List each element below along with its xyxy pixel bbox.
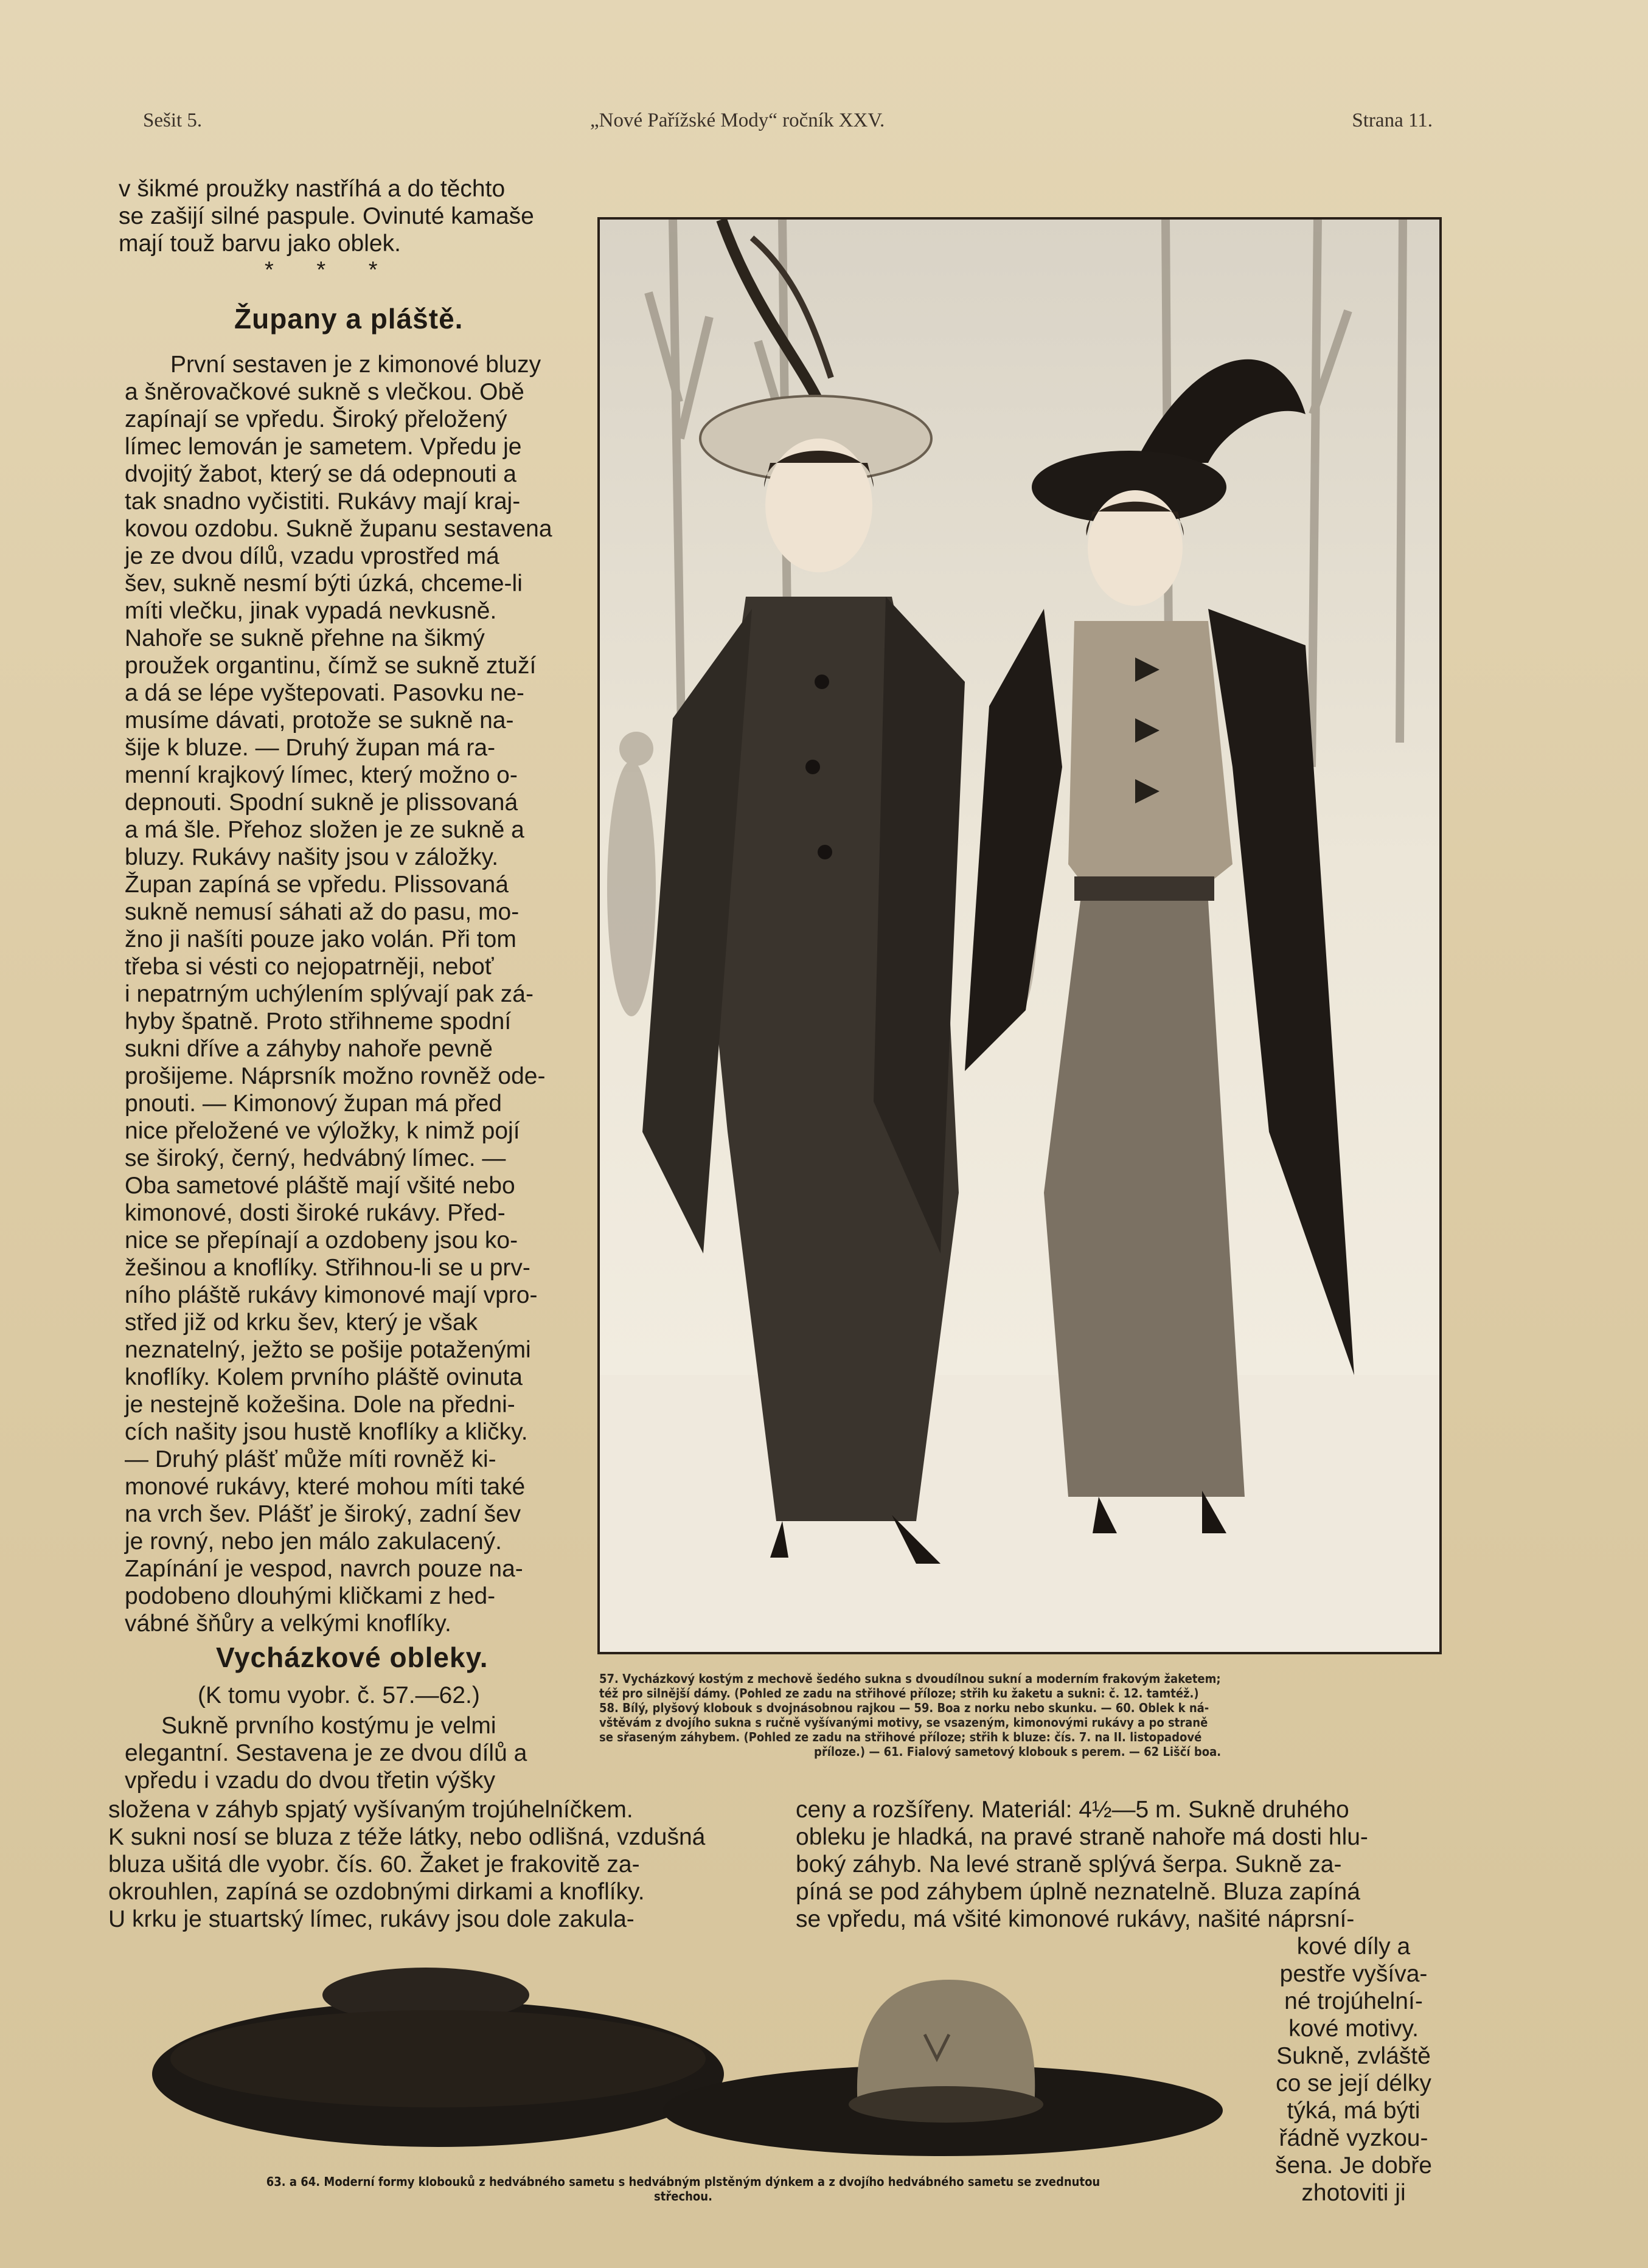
text-line: střed již od krku šev, který je však xyxy=(125,1309,478,1336)
hats-caption xyxy=(108,2174,1258,2204)
text-line: pestře vyšíva- xyxy=(1279,1961,1428,1987)
text-line: i nepatrným uchýlením splývají pak zá- xyxy=(125,981,534,1007)
text-line: obleku je hladká, na pravé straně nahoře má dosti hlu- xyxy=(796,1824,1368,1850)
text-line: né trojúhelní- xyxy=(1284,1988,1423,2014)
text-line: sukni dříve a záhyby nahoře pevně xyxy=(125,1036,493,1062)
hats-illustration xyxy=(146,1943,1259,2168)
running-header xyxy=(143,109,1433,146)
intro-paragraph xyxy=(119,175,581,257)
section-subtitle: (K tomu vyobr. č. 57.—62.) xyxy=(198,1682,480,1708)
text-line: kové díly a xyxy=(1296,1933,1411,1960)
text-line: třeba si vésti co nejopatrněji, neboť xyxy=(125,954,494,980)
page-number: Strana 11. xyxy=(1352,109,1433,131)
text-line: a šněrovačkové sukně s vlečkou. Obě xyxy=(125,379,524,405)
caption-line: vštěvám z dvojího sukna s ručně vyšívanými motivy, se vsazeným, kimonovými rukávy a po straně xyxy=(599,1715,1208,1730)
text-line: v šikmé proužky nastříhá a do těchto xyxy=(119,176,506,202)
text-line: a má šle. Přehoz složen je ze sukně a xyxy=(125,817,524,843)
text-line: — Druhý plášť může míti rovněž ki- xyxy=(125,1446,496,1472)
text-line: U krku je stuartský límec, rukávy jsou dole zakula- xyxy=(108,1906,635,1932)
text-line: kové motivy. xyxy=(1288,2016,1419,2042)
text-line: cích našity jsou hustě knoflíky a kličky. xyxy=(125,1419,528,1445)
text-line: Oba sametové pláště mají všité nebo xyxy=(125,1173,515,1199)
text-line: okrouhlen, zapíná se ozdobnými dirkami a knoflíky. xyxy=(108,1879,645,1905)
text-line: monové rukávy, které mohou míti také xyxy=(125,1474,526,1500)
text-line: žešinou a knoflíky. Střihnou-li se u prv- xyxy=(125,1255,530,1281)
text-line: bluzy. Rukávy našity jsou v záložky. xyxy=(125,844,499,870)
text-line: a dá se lépe vyštepovati. Pasovku ne- xyxy=(125,680,524,706)
text-line: neznatelný, ježto se pošije potaženými xyxy=(125,1337,531,1363)
text-line: pnouti. — Kimonový župan má před xyxy=(125,1091,502,1117)
text-line: kovou ozdobu. Sukně županu sestavena xyxy=(125,516,552,542)
text-line: se široký, černý, hedvábný límec. — xyxy=(125,1145,506,1171)
text-line: mají touž barvu jako oblek. xyxy=(119,231,401,257)
text-line: složena v záhyb spjatý vyšívaným trojúhelníčkem. xyxy=(108,1797,633,1823)
caption-line: 58. Bílý, plyšový klobouk s dvojnásobnou rajkou — 59. Boa z norku nebo skunku. — 60. Oblek k ná- xyxy=(599,1701,1209,1715)
text-line: zhotoviti ji xyxy=(1301,2180,1406,2206)
text-line: šena. Je dobře xyxy=(1274,2152,1432,2179)
text-line: šev, sukně nesmí býti úzká, chceme-li xyxy=(125,570,523,597)
text-line: prošijeme. Náprsník možno rovněž ode- xyxy=(125,1063,546,1089)
hat-63 xyxy=(152,1968,724,2147)
text-line: hyby špatně. Proto střihneme spodní xyxy=(125,1008,512,1035)
text-line: Župan zapíná se vpředu. Plissovaná xyxy=(125,872,509,898)
text-line: límec lemován je sametem. Vpředu je xyxy=(125,434,522,460)
section-vychazkove-narrow xyxy=(125,1712,578,1794)
text-line: boký záhyb. Na levé straně splývá šerpa. Sukně za- xyxy=(796,1851,1342,1878)
text-line: vpředu i vzadu do dvou třetin výšky xyxy=(125,1767,496,1794)
section-heading-zupany: Župany a pláště. xyxy=(234,303,464,335)
text-line: tak snadno vyčistiti. Rukávy mají kraj- xyxy=(125,488,521,515)
fashion-illustration xyxy=(597,217,1442,1654)
text-line: vábné šňůry a velkými knoflíky. xyxy=(125,1611,451,1637)
hat-64 xyxy=(663,1980,1223,2156)
caption-line: střechou. xyxy=(654,2189,712,2204)
right-column-text xyxy=(796,1796,1434,1933)
section-heading-vychazkove: Vycházkové obleky. xyxy=(216,1642,488,1673)
text-line: řádně vyzkou- xyxy=(1279,2125,1428,2151)
journal-title: „Nové Pařížské Mody“ ročník XXV. xyxy=(590,109,885,131)
text-line: depnouti. Spodní sukně je plissovaná xyxy=(125,789,518,816)
two-ladies-illustration xyxy=(600,220,1439,1652)
text-line: dvojitý žabot, který se dá odepnouti a xyxy=(125,461,516,487)
text-line: elegantní. Sestavena je ze dvou dílů a xyxy=(125,1740,527,1766)
text-line: musíme dávati, protože se sukně na- xyxy=(125,707,514,733)
text-line: menní krajkový límec, který možno o- xyxy=(125,762,518,788)
caption-line: se sřaseným záhybem. (Pohled ze zadu na střihové příloze; střih k bluze: čís. 7. na II. listopadové xyxy=(599,1730,1202,1744)
text-line: míti vlečku, jinak vypadá nevkusně. xyxy=(125,598,497,624)
text-line: Zapínání je vespod, navrch pouze na- xyxy=(125,1556,523,1582)
caption-line: 57. Vycházkový kostým z mechově šedého sukna s dvoudílnou sukní a moderním frakovým žaketem; xyxy=(599,1671,1221,1686)
text-line: žno ji našíti pouze jako volán. Při tom xyxy=(125,926,516,952)
text-line: podobeno dlouhými kličkami z hed- xyxy=(125,1583,496,1609)
text-line: je ze dvou dílů, vzadu vprostřed má xyxy=(125,543,499,569)
text-line: se vpředu, má všité kimonové rukávy, našité náprsní- xyxy=(796,1906,1355,1932)
section-zupany-body xyxy=(125,351,576,1637)
text-line: ceny a rozšířeny. Materiál: 4½—5 m. Sukně druhého xyxy=(796,1797,1349,1823)
text-line: sukně nemusí sáhati až do pasu, mo- xyxy=(125,899,520,925)
issue-number: Sešit 5. xyxy=(143,109,203,131)
section-vychazkove-wide xyxy=(108,1796,781,1933)
section-separator: * * * xyxy=(265,257,396,283)
caption-line: 63. a 64. Moderní formy klobouků z hedvábného sametu s hedvábným plstěným dýnkem a z dvojího hedvábného sametu se zvednutou xyxy=(266,2174,1100,2189)
text-line: První sestaven je z kimonové bluzy xyxy=(170,352,541,378)
text-line: proužek organtinu, čímž se sukně ztuží xyxy=(125,653,537,679)
text-line: kimonové, dosti široké rukávy. Před- xyxy=(125,1200,506,1226)
text-line: se zašijí silné paspule. Ovinuté kamaše xyxy=(119,203,534,229)
text-line: knoflíky. Kolem prvního pláště ovinuta xyxy=(125,1364,523,1390)
text-line: bluza ušitá dle vyobr. čís. 60. Žaket je frakovitě za- xyxy=(108,1851,640,1878)
figure-caption xyxy=(599,1671,1436,1759)
text-line: nice se přepínají a ozdobeny jsou ko- xyxy=(125,1227,518,1254)
text-line: je nestejně kožešina. Dole na předni- xyxy=(125,1392,515,1418)
caption-line: též pro silnější dámy. (Pohled ze zadu na střihové příloze; střih ku žaketu a sukni: č. 12. tamtéž.) xyxy=(599,1686,1199,1701)
caption-line: příloze.) — 61. Fialový sametový klobouk s perem. — 62 Liščí boa. xyxy=(813,1744,1222,1759)
text-line: K sukni nosí se bluza z téže látky, nebo odlišná, vzdušná xyxy=(108,1824,706,1850)
text-line: na vrch šev. Plášť je široký, zadní šev xyxy=(125,1501,521,1527)
text-line: zapínají se vpředu. Široký přeložený xyxy=(125,406,507,432)
text-line: šije k bluze. — Druhý župan má ra- xyxy=(125,735,496,761)
text-line: Sukně prvního kostýmu je velmi xyxy=(161,1713,496,1739)
text-line: Sukně, zvláště xyxy=(1276,2043,1431,2069)
right-narrow-text xyxy=(1262,1933,1445,2207)
text-line: ního pláště rukávy kimonové mají vpro- xyxy=(125,1282,538,1308)
text-line: co se její délky xyxy=(1276,2070,1431,2096)
text-line: nice přeložené ve výložky, k nimž pojí xyxy=(125,1118,520,1144)
text-line: týká, má býti xyxy=(1287,2098,1420,2124)
text-line: píná se pod záhybem úplně neznatelně. Bluza zapíná xyxy=(796,1879,1361,1905)
text-line: Nahoře se sukně přehne na šikmý xyxy=(125,625,485,651)
text-line: je rovný, nebo jen málo zakulacený. xyxy=(125,1528,502,1555)
